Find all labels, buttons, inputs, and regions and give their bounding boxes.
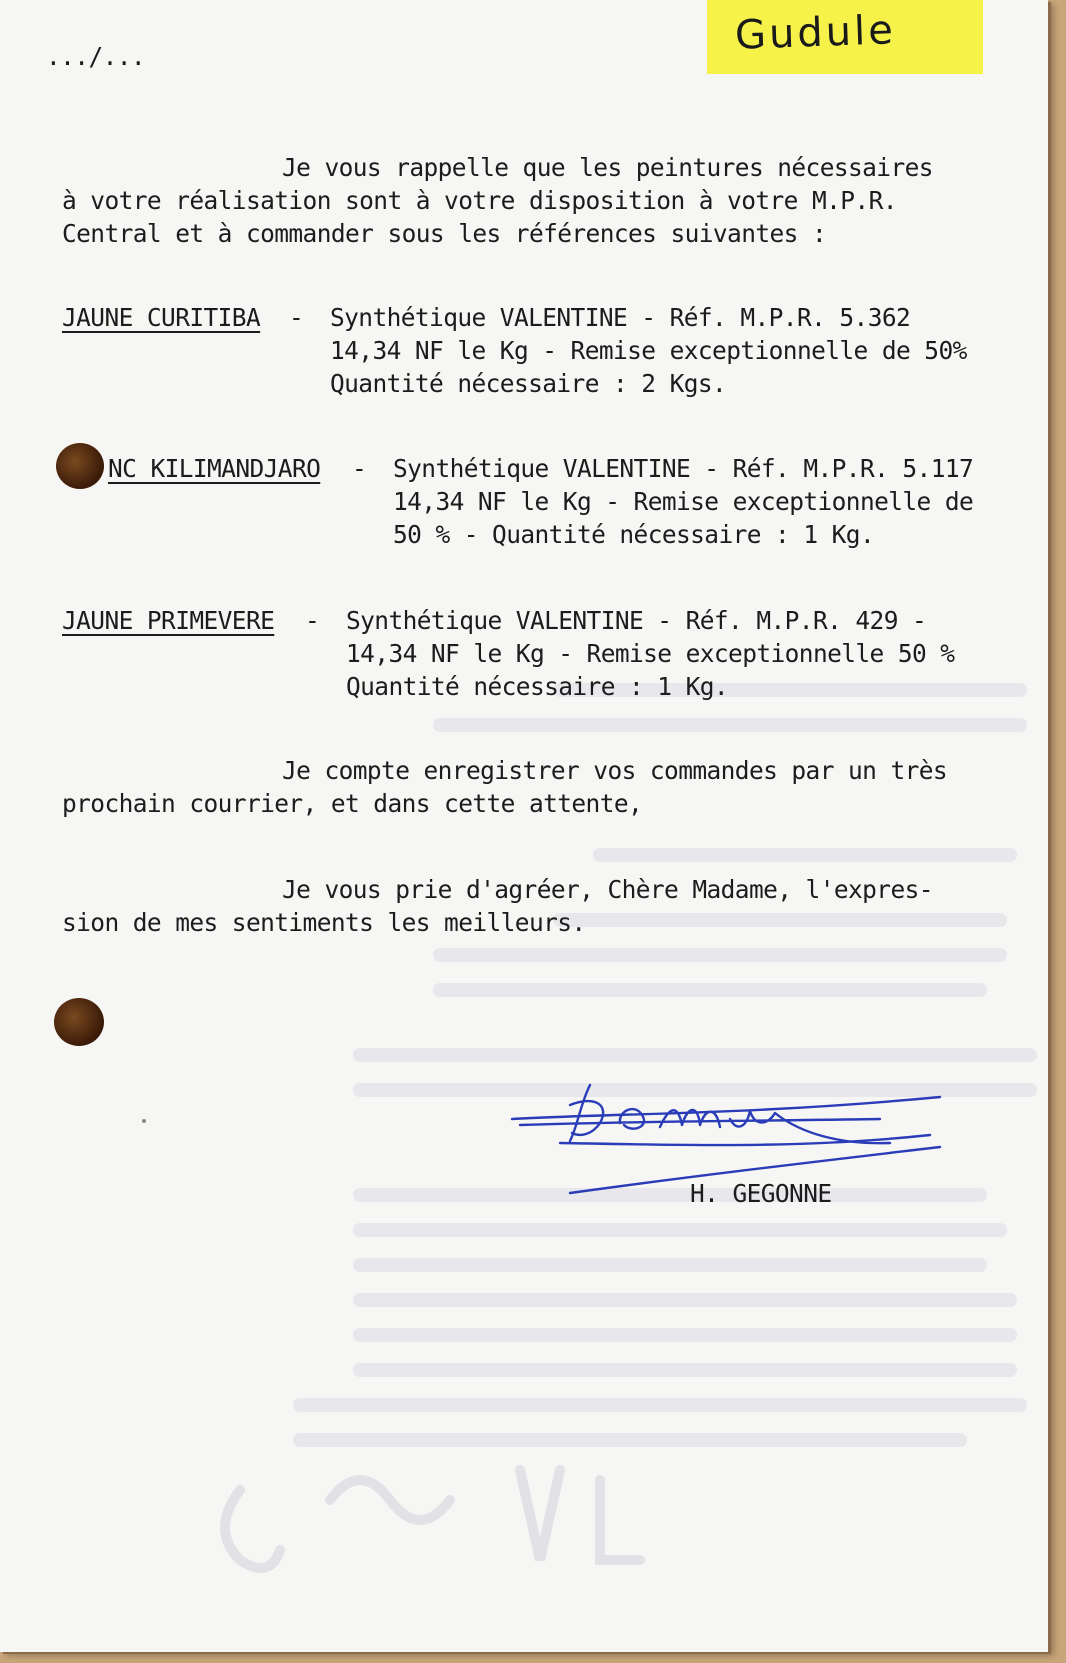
signatory-name: H. GEGONNE: [690, 1179, 832, 1208]
paint-detail-line: Synthétique VALENTINE - Réf. M.P.R. 429 -: [346, 606, 927, 635]
signature-stroke: [620, 1109, 644, 1129]
speck: [142, 1119, 146, 1123]
ghost-stroke: [520, 1470, 560, 1560]
paint-name-jaune-primevere: JAUNE PRIMEVERE: [62, 606, 275, 635]
signature-stroke: [512, 1097, 940, 1119]
closing-line: prochain courrier, et dans cette attente,: [62, 789, 643, 818]
punch-hole: [56, 443, 104, 489]
dash: -: [289, 303, 304, 332]
sticky-note: [707, 0, 983, 74]
dash: -: [305, 606, 320, 635]
closing-line: Je vous prie d'agréer, Chère Madame, l'expres-: [282, 875, 933, 904]
paint-detail-line: 14,34 NF le Kg - Remise exceptionnelle de 50%: [330, 336, 967, 365]
closing-line: Je compte enregistrer vos commandes par un très: [282, 756, 948, 785]
paint-detail-line: 50 % - Quantité nécessaire : 1 Kg.: [393, 520, 875, 549]
paint-detail-line: Quantité nécessaire : 2 Kgs.: [330, 369, 727, 398]
closing-line: sion de mes sentiments les meilleurs.: [62, 908, 586, 937]
paint-detail-line: 14,34 NF le Kg - Remise exceptionnelle de: [393, 487, 974, 516]
ghost-stroke: [330, 1480, 450, 1520]
intro-line: Central et à commander sous les références suivantes :: [62, 219, 827, 248]
sticky-note-text: Gudule: [734, 7, 897, 59]
paint-detail-line: Synthétique VALENTINE - Réf. M.P.R. 5.117: [393, 454, 974, 483]
paint-detail-line: Quantité nécessaire : 1 Kg.: [346, 672, 729, 701]
intro-line: à votre réalisation sont à votre disposition à votre M.P.R.: [62, 186, 897, 215]
paint-detail-line: 14,34 NF le Kg - Remise exceptionnelle 50 %: [346, 639, 955, 668]
paint-name-jaune-curitiba: JAUNE CURITIBA: [62, 303, 261, 332]
intro-line: Je vous rappelle que les peintures nécessaires: [282, 153, 933, 182]
paint-detail-line: Synthétique VALENTINE - Réf. M.P.R. 5.362: [330, 303, 911, 332]
dash: -: [352, 454, 367, 483]
ghost-stroke: [225, 1490, 280, 1568]
continuation-mark: .../...: [46, 42, 146, 71]
signature-stroke: [570, 1085, 603, 1141]
ghost-stroke: [600, 1480, 640, 1560]
punch-hole: [54, 998, 104, 1046]
signature-stroke: [730, 1111, 890, 1143]
paint-name-blanc-kilimandjaro: NC KILIMANDJARO: [108, 454, 321, 483]
